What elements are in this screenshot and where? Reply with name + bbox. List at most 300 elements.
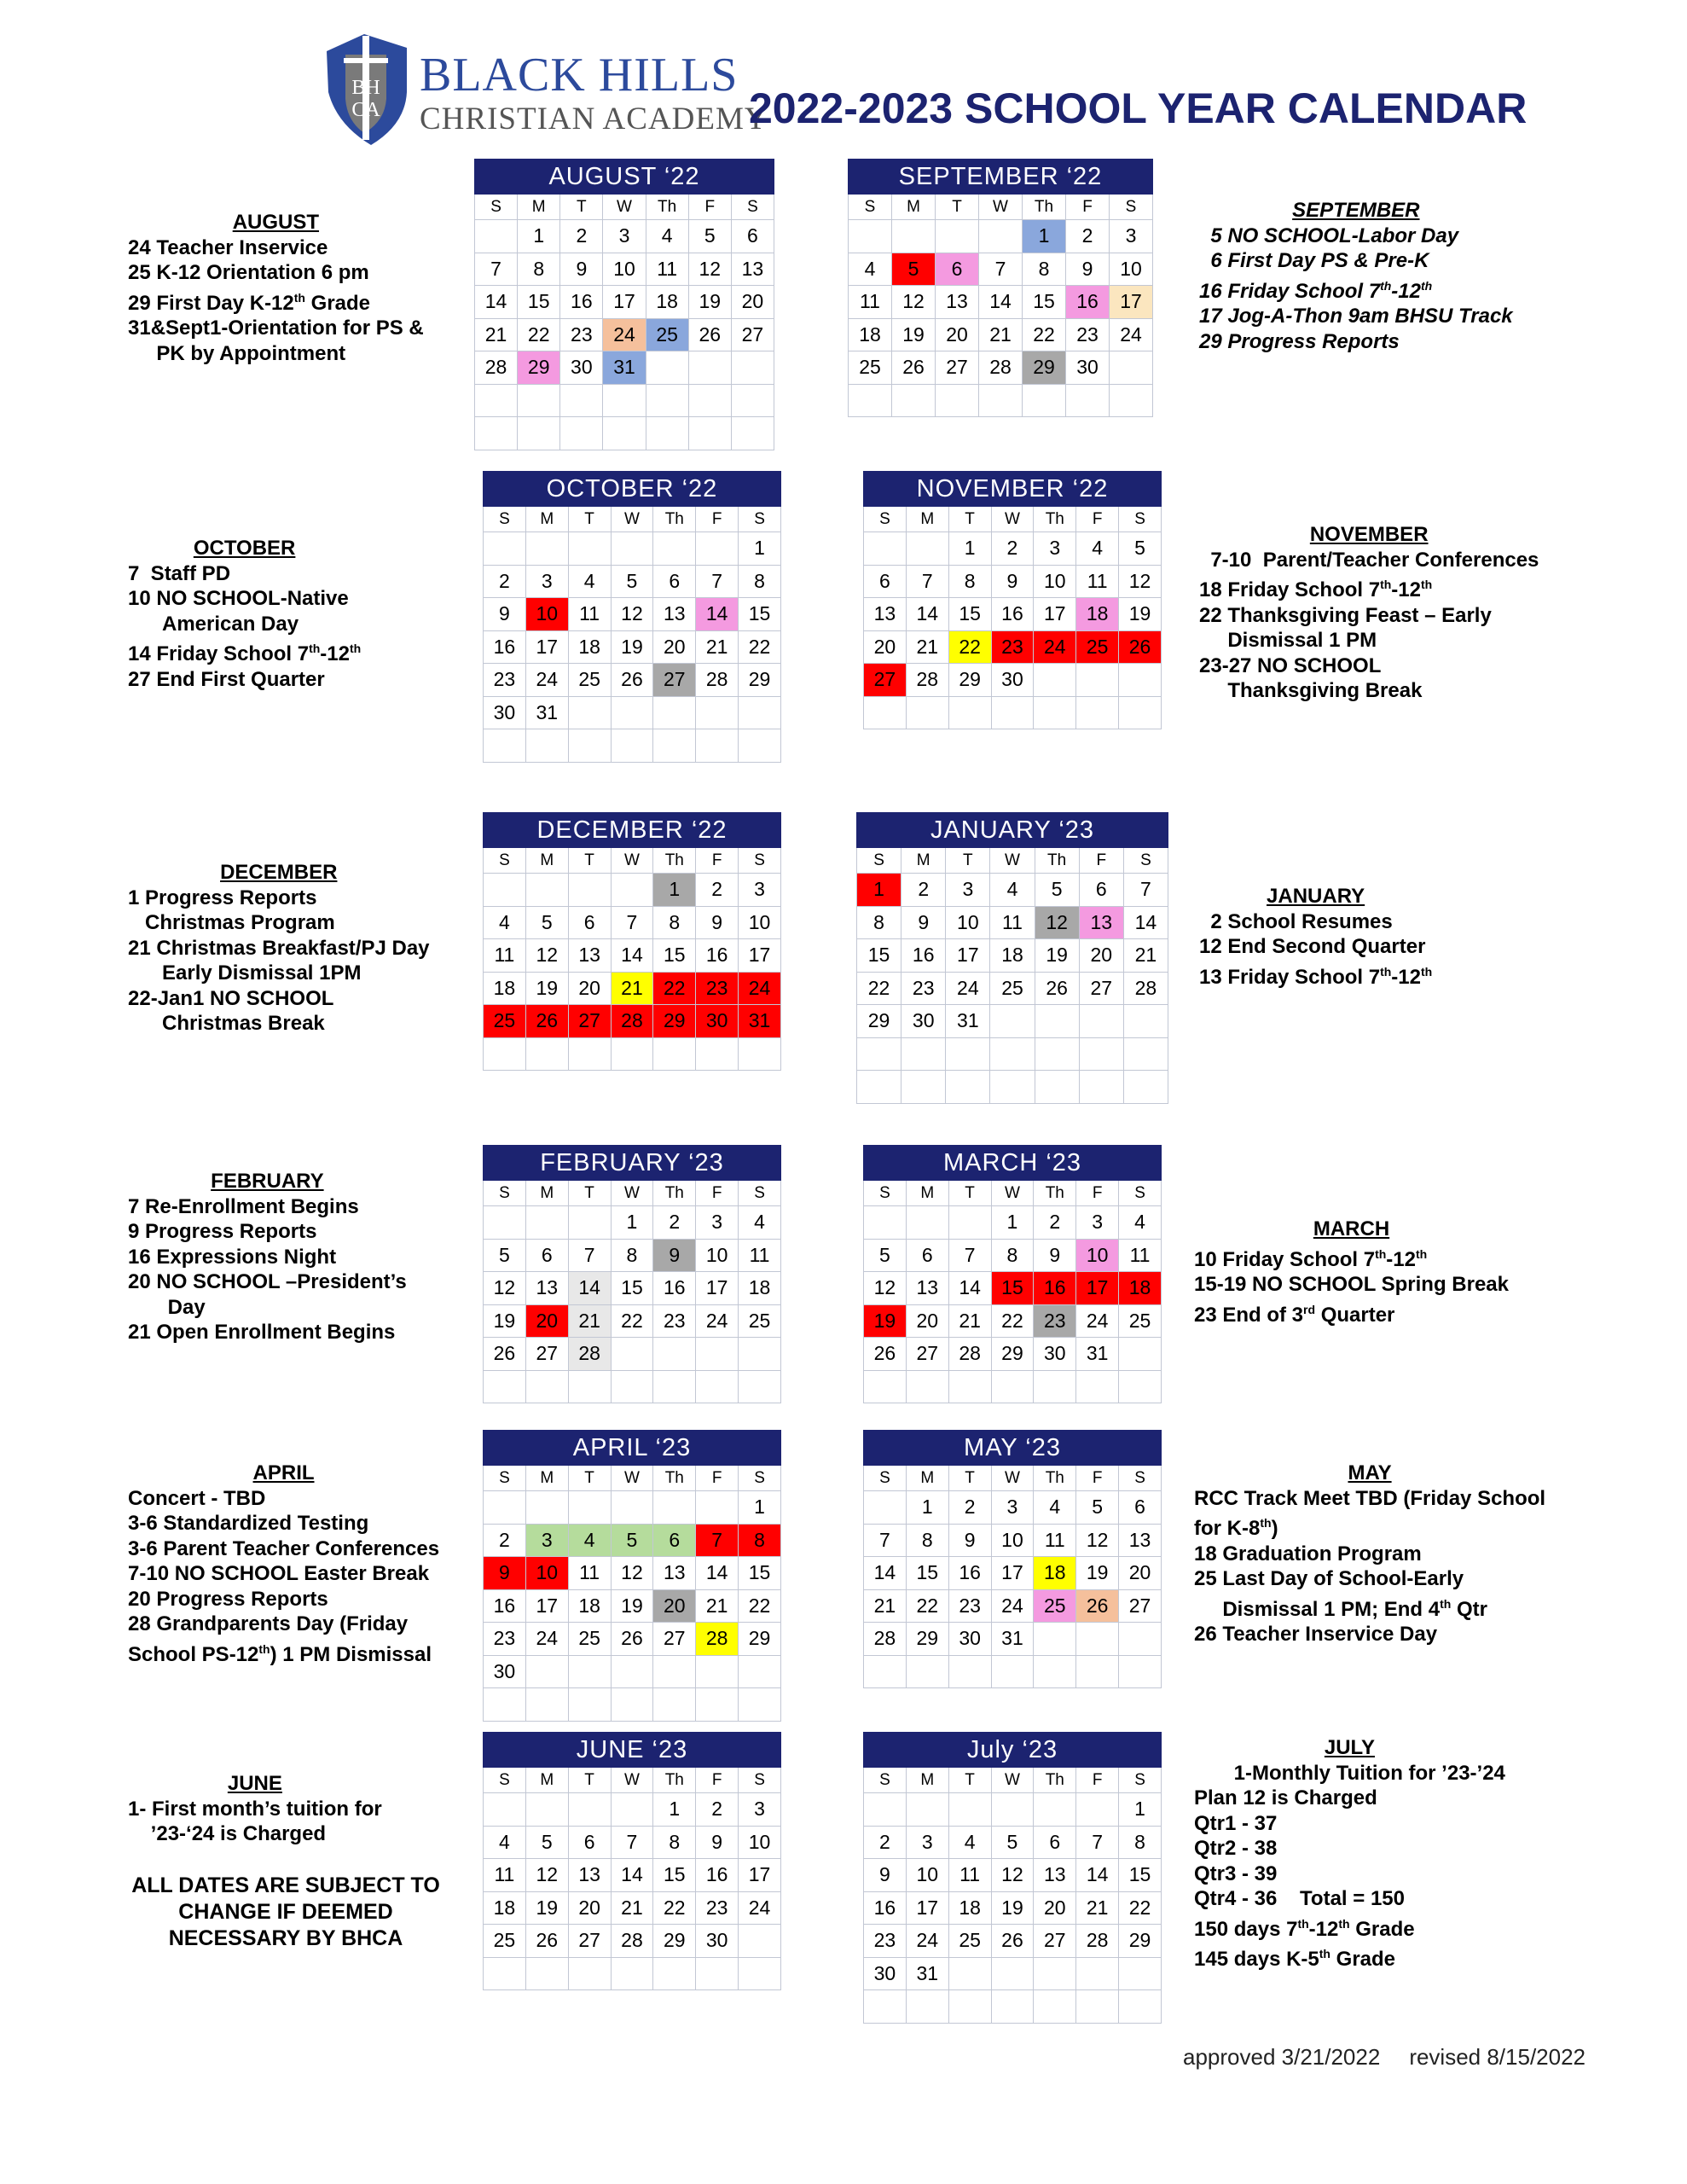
weekday-label: S	[484, 1768, 526, 1793]
empty-cell	[936, 384, 979, 417]
empty-cell	[611, 1688, 653, 1722]
empty-cell	[1034, 1655, 1076, 1688]
notes-heading: JANUARY	[1267, 885, 1365, 908]
empty-cell	[849, 220, 892, 253]
day-cell: 23	[901, 972, 946, 1005]
day-cell: 14	[568, 1272, 611, 1305]
note-line: 27 End First Quarter	[128, 667, 325, 691]
day-cell: 4	[1119, 1206, 1162, 1240]
empty-cell	[611, 1370, 653, 1403]
weekday-label: S	[1119, 507, 1162, 532]
svg-text:CA: CA	[351, 99, 380, 121]
day-cell: 16	[901, 939, 946, 973]
day-cell: 29	[653, 1005, 696, 1038]
empty-cell	[849, 384, 892, 417]
empty-cell	[568, 729, 611, 763]
empty-cell	[568, 1206, 611, 1240]
day-cell: 13	[525, 1272, 568, 1305]
empty-cell	[1079, 1005, 1123, 1038]
day-cell: 10	[1034, 565, 1076, 598]
note-line: 5 NO SCHOOL-Labor Day	[1199, 224, 1459, 247]
empty-cell	[864, 1793, 907, 1827]
day-cell: 1	[653, 874, 696, 907]
day-cell: 17	[946, 939, 990, 973]
empty-cell	[525, 729, 568, 763]
day-cell: 31	[525, 696, 568, 729]
empty-cell	[525, 1370, 568, 1403]
day-cell: 2	[901, 874, 946, 907]
month-title: APRIL ‘23	[484, 1431, 781, 1466]
day-cell: 26	[484, 1338, 526, 1371]
day-cell: 10	[603, 253, 646, 286]
weekday-label: S	[484, 848, 526, 874]
empty-cell	[1076, 664, 1119, 697]
day-cell: 20	[936, 318, 979, 351]
day-cell: 1	[739, 532, 781, 566]
day-cell: 19	[892, 318, 936, 351]
note-line: 28 Grandparents Day (Friday	[128, 1612, 409, 1635]
note-line: 3-6 Standardized Testing	[128, 1512, 369, 1535]
note-line: 16 Friday School 7th-12th	[1199, 278, 1433, 303]
day-cell: 31	[991, 1623, 1034, 1656]
empty-cell	[653, 1491, 696, 1525]
empty-cell	[991, 1990, 1034, 2024]
day-cell: 15	[739, 1557, 781, 1590]
day-cell: 23	[1034, 1304, 1076, 1338]
day-cell: 20	[525, 1304, 568, 1338]
day-cell: 27	[568, 1925, 611, 1958]
weekday-label: Th	[1023, 195, 1066, 220]
empty-cell	[1119, 1990, 1162, 2024]
note-line: Day	[128, 1295, 206, 1319]
empty-cell	[864, 1206, 907, 1240]
empty-cell	[1034, 664, 1076, 697]
empty-cell	[1123, 1005, 1168, 1038]
day-cell: 28	[475, 351, 518, 385]
day-cell: 16	[991, 598, 1034, 631]
day-cell: 22	[948, 630, 991, 664]
day-cell: 25	[990, 972, 1035, 1005]
day-cell: 7	[1076, 1826, 1119, 1859]
calendar-october	[483, 471, 781, 763]
day-cell: 14	[948, 1272, 991, 1305]
empty-cell	[1034, 1957, 1076, 1990]
weekday-label: T	[568, 848, 611, 874]
empty-cell	[484, 1793, 526, 1827]
day-cell: 19	[1119, 598, 1162, 631]
day-cell: 18	[990, 939, 1035, 973]
day-cell: 12	[525, 1859, 568, 1892]
day-cell: 16	[1066, 286, 1110, 319]
day-cell: 15	[906, 1557, 948, 1590]
empty-cell	[475, 417, 518, 450]
day-cell: 19	[688, 286, 731, 319]
weekday-label: M	[906, 1466, 948, 1491]
empty-cell	[525, 1793, 568, 1827]
day-cell: 11	[568, 598, 611, 631]
empty-cell	[525, 1206, 568, 1240]
calendar-july	[863, 1732, 1162, 2024]
day-cell: 27	[1034, 1925, 1076, 1958]
empty-cell	[696, 1037, 739, 1071]
notes-heading: AUGUST	[232, 211, 320, 234]
empty-cell	[646, 417, 688, 450]
notes-heading: MAY	[1348, 1461, 1392, 1484]
notes-august	[128, 210, 424, 366]
day-cell: 6	[731, 220, 774, 253]
weekday-label: T	[948, 507, 991, 532]
page-title: 2022-2023 SCHOOL YEAR CALENDAR	[749, 84, 1528, 132]
weekday-label: T	[568, 507, 611, 532]
day-cell: 3	[906, 1826, 948, 1859]
empty-cell	[1076, 1655, 1119, 1688]
weekday-label: Th	[653, 507, 696, 532]
day-cell: 22	[857, 972, 901, 1005]
day-cell: 16	[484, 1589, 526, 1623]
empty-cell	[948, 1990, 991, 2024]
note-line: 13 Friday School 7th-12th	[1199, 964, 1433, 989]
day-cell: 8	[906, 1524, 948, 1557]
day-cell: 4	[484, 1826, 526, 1859]
note-line: Christmas Break	[128, 1012, 325, 1035]
day-cell: 26	[892, 351, 936, 385]
weekday-label: F	[696, 1181, 739, 1206]
empty-cell	[568, 874, 611, 907]
weekday-label: F	[1076, 1181, 1119, 1206]
day-cell: 15	[653, 939, 696, 973]
note-line: for K-8th)	[1194, 1516, 1278, 1540]
weekday-label: Th	[646, 195, 688, 220]
day-cell: 10	[739, 906, 781, 939]
notes-may	[1194, 1461, 1545, 1647]
weekday-label: T	[948, 1466, 991, 1491]
month-title: JUNE ‘23	[484, 1733, 781, 1768]
empty-cell	[475, 384, 518, 417]
empty-cell	[525, 1957, 568, 1990]
day-cell: 23	[1066, 318, 1110, 351]
note-line: 1- First month’s tuition for	[128, 1797, 382, 1821]
day-cell: 10	[906, 1859, 948, 1892]
empty-cell	[1110, 384, 1153, 417]
empty-cell	[739, 696, 781, 729]
weekday-label: W	[611, 1466, 653, 1491]
note-line: 24 Teacher Inservice	[128, 235, 328, 259]
empty-cell	[653, 1370, 696, 1403]
day-cell: 28	[979, 351, 1023, 385]
day-cell: 18	[739, 1272, 781, 1305]
note-line: 10 NO SCHOOL-Native	[128, 587, 349, 610]
day-cell: 2	[1066, 220, 1110, 253]
day-cell: 10	[525, 1557, 568, 1590]
empty-cell	[696, 532, 739, 566]
day-cell: 14	[1076, 1859, 1119, 1892]
empty-cell	[688, 417, 731, 450]
day-cell: 21	[568, 1304, 611, 1338]
day-cell: 1	[611, 1206, 653, 1240]
day-cell: 18	[646, 286, 688, 319]
day-cell: 9	[948, 1524, 991, 1557]
empty-cell	[611, 532, 653, 566]
day-cell: 14	[979, 286, 1023, 319]
weekday-label: T	[560, 195, 603, 220]
empty-cell	[653, 1037, 696, 1071]
day-cell: 30	[696, 1925, 739, 1958]
day-cell: 21	[1123, 939, 1168, 973]
day-cell: 15	[518, 286, 560, 319]
day-cell: 1	[653, 1793, 696, 1827]
month-title: OCTOBER ‘22	[484, 472, 781, 507]
empty-cell	[1123, 1037, 1168, 1071]
empty-cell	[611, 729, 653, 763]
day-cell: 25	[739, 1304, 781, 1338]
day-cell: 17	[1034, 598, 1076, 631]
day-cell: 22	[611, 1304, 653, 1338]
day-cell: 21	[611, 972, 653, 1005]
day-cell: 2	[864, 1826, 907, 1859]
day-cell: 4	[646, 220, 688, 253]
weekday-label: W	[611, 848, 653, 874]
day-cell: 8	[653, 906, 696, 939]
day-cell: 27	[653, 1623, 696, 1656]
day-cell: 30	[864, 1957, 907, 1990]
day-cell: 11	[568, 1557, 611, 1590]
day-cell: 9	[653, 1239, 696, 1272]
empty-cell	[568, 1491, 611, 1525]
empty-cell	[991, 1370, 1034, 1403]
notes-heading: JULY	[1324, 1736, 1376, 1759]
day-cell: 8	[948, 565, 991, 598]
empty-cell	[892, 220, 936, 253]
day-cell: 22	[653, 972, 696, 1005]
empty-cell	[731, 417, 774, 450]
weekday-label: S	[739, 1768, 781, 1793]
empty-cell	[653, 1655, 696, 1688]
day-cell: 14	[906, 598, 948, 631]
empty-cell	[990, 1037, 1035, 1071]
weekday-label: W	[990, 848, 1035, 874]
day-cell: 18	[568, 1589, 611, 1623]
note-line: 18 Friday School 7th-12th	[1199, 578, 1433, 601]
day-cell: 18	[484, 972, 526, 1005]
note-line: 18 Graduation Program	[1194, 1542, 1422, 1565]
note-line: Plan 12 is Charged	[1194, 1786, 1377, 1809]
empty-cell	[991, 696, 1034, 729]
day-cell: 28	[906, 664, 948, 697]
empty-cell	[906, 1793, 948, 1827]
note-line: 25 K-12 Orientation 6 pm	[128, 261, 369, 284]
note-line: 22 Thanksgiving Feast – Early	[1199, 603, 1492, 627]
day-cell: 3	[1110, 220, 1153, 253]
empty-cell	[739, 1338, 781, 1371]
empty-cell	[991, 1957, 1034, 1990]
weekday-label: T	[568, 1466, 611, 1491]
day-cell: 24	[991, 1589, 1034, 1623]
day-cell: 25	[484, 1925, 526, 1958]
day-cell: 4	[849, 253, 892, 286]
weekday-label: M	[906, 507, 948, 532]
day-cell: 3	[1034, 532, 1076, 566]
day-cell: 26	[1035, 972, 1079, 1005]
day-cell: 6	[525, 1239, 568, 1272]
weekday-label: F	[1076, 507, 1119, 532]
empty-cell	[906, 532, 948, 566]
empty-cell	[653, 1957, 696, 1990]
day-cell: 26	[611, 664, 653, 697]
empty-cell	[1066, 384, 1110, 417]
day-cell: 5	[1119, 532, 1162, 566]
weekday-label: S	[849, 195, 892, 220]
day-cell: 23	[560, 318, 603, 351]
day-cell: 31	[946, 1005, 990, 1038]
empty-cell	[611, 1793, 653, 1827]
note-line: Qtr3 - 39	[1194, 1862, 1278, 1885]
empty-cell	[611, 1655, 653, 1688]
day-cell: 18	[849, 318, 892, 351]
note-line: Dismissal 1 PM; End 4th Qtr	[1194, 1596, 1487, 1621]
notes-heading: APRIL	[252, 1461, 315, 1484]
note-line: Thanksgiving Break	[1199, 679, 1423, 702]
day-cell: 29	[518, 351, 560, 385]
weekday-label: S	[864, 1768, 907, 1793]
empty-cell	[1110, 351, 1153, 385]
day-cell: 16	[1034, 1272, 1076, 1305]
day-cell: 11	[849, 286, 892, 319]
empty-cell	[1035, 1005, 1079, 1038]
note-line: 25 Last Day of School-Early	[1194, 1567, 1464, 1590]
svg-text:BH: BH	[351, 77, 380, 99]
empty-cell	[1076, 1623, 1119, 1656]
weekday-label: S	[1119, 1768, 1162, 1793]
empty-cell	[1034, 696, 1076, 729]
empty-cell	[696, 1370, 739, 1403]
weekday-label: F	[1079, 848, 1123, 874]
empty-cell	[1023, 384, 1066, 417]
day-cell: 5	[991, 1826, 1034, 1859]
day-cell: 26	[991, 1925, 1034, 1958]
day-cell: 4	[990, 874, 1035, 907]
day-cell: 16	[948, 1557, 991, 1590]
day-cell: 6	[936, 253, 979, 286]
disclaimer-line: NECESSARY BY BHCA	[168, 1926, 403, 1950]
day-cell: 18	[948, 1891, 991, 1925]
day-cell: 14	[1123, 906, 1168, 939]
day-cell: 13	[906, 1272, 948, 1305]
day-cell: 31	[603, 351, 646, 385]
empty-cell	[739, 1037, 781, 1071]
disclaimer	[128, 1873, 443, 1952]
day-cell: 11	[739, 1239, 781, 1272]
day-cell: 30	[948, 1623, 991, 1656]
day-cell: 4	[568, 1524, 611, 1557]
day-cell: 14	[611, 1859, 653, 1892]
day-cell: 20	[731, 286, 774, 319]
empty-cell	[1119, 664, 1162, 697]
day-cell: 22	[1023, 318, 1066, 351]
day-cell: 29	[739, 1623, 781, 1656]
month-title: FEBRUARY ‘23	[484, 1146, 781, 1181]
day-cell: 22	[906, 1589, 948, 1623]
notes-heading: MARCH	[1313, 1217, 1390, 1240]
school-name-line1: BLACK HILLS	[420, 49, 739, 102]
day-cell: 11	[484, 939, 526, 973]
day-cell: 3	[525, 1524, 568, 1557]
day-cell: 24	[603, 318, 646, 351]
day-cell: 7	[696, 565, 739, 598]
day-cell: 15	[991, 1272, 1034, 1305]
day-cell: 24	[1034, 630, 1076, 664]
calendar-may	[863, 1430, 1162, 1688]
empty-cell	[1076, 696, 1119, 729]
notes-heading: NOVEMBER	[1309, 523, 1429, 546]
weekday-label: S	[1123, 848, 1168, 874]
weekday-label: S	[739, 1181, 781, 1206]
day-cell: 11	[948, 1859, 991, 1892]
note-line: 14 Friday School 7th-12th	[128, 642, 362, 665]
day-cell: 18	[568, 630, 611, 664]
day-cell: 13	[568, 1859, 611, 1892]
notes-december	[128, 860, 430, 1037]
notes-heading: DECEMBER	[220, 861, 338, 884]
empty-cell	[484, 1037, 526, 1071]
day-cell: 10	[1110, 253, 1153, 286]
day-cell: 29	[1119, 1925, 1162, 1958]
empty-cell	[696, 1957, 739, 1990]
day-cell: 6	[864, 565, 907, 598]
day-cell: 20	[653, 630, 696, 664]
empty-cell	[739, 1925, 781, 1958]
weekday-label: S	[864, 507, 907, 532]
month-title: MAY ‘23	[864, 1431, 1162, 1466]
weekday-label: W	[991, 507, 1034, 532]
note-line: 20 NO SCHOOL –President’s	[128, 1270, 407, 1293]
day-cell: 14	[864, 1557, 907, 1590]
weekday-label: F	[1066, 195, 1110, 220]
empty-cell	[568, 1688, 611, 1722]
day-cell: 28	[611, 1005, 653, 1038]
day-cell: 19	[864, 1304, 907, 1338]
day-cell: 30	[1034, 1338, 1076, 1371]
empty-cell	[1035, 1071, 1079, 1104]
day-cell: 27	[525, 1338, 568, 1371]
weekday-label: S	[739, 507, 781, 532]
day-cell: 7	[568, 1239, 611, 1272]
empty-cell	[990, 1005, 1035, 1038]
day-cell: 26	[525, 1005, 568, 1038]
day-cell: 30	[560, 351, 603, 385]
empty-cell	[653, 532, 696, 566]
day-cell: 21	[948, 1304, 991, 1338]
day-cell: 7	[948, 1239, 991, 1272]
day-cell: 31	[739, 1005, 781, 1038]
note-line: 145 days K-5th Grade	[1194, 1947, 1396, 1971]
empty-cell	[696, 1338, 739, 1371]
empty-cell	[948, 1206, 991, 1240]
day-cell: 26	[1076, 1589, 1119, 1623]
empty-cell	[948, 1793, 991, 1827]
weekday-label: S	[484, 507, 526, 532]
day-cell: 13	[653, 598, 696, 631]
day-cell: 2	[1034, 1206, 1076, 1240]
day-cell: 22	[739, 630, 781, 664]
day-cell: 18	[1034, 1557, 1076, 1590]
day-cell: 15	[611, 1272, 653, 1305]
weekday-label: Th	[653, 848, 696, 874]
month-title: AUGUST ‘22	[475, 160, 774, 195]
day-cell: 24	[739, 1891, 781, 1925]
day-cell: 11	[1076, 565, 1119, 598]
empty-cell	[936, 220, 979, 253]
day-cell: 26	[688, 318, 731, 351]
